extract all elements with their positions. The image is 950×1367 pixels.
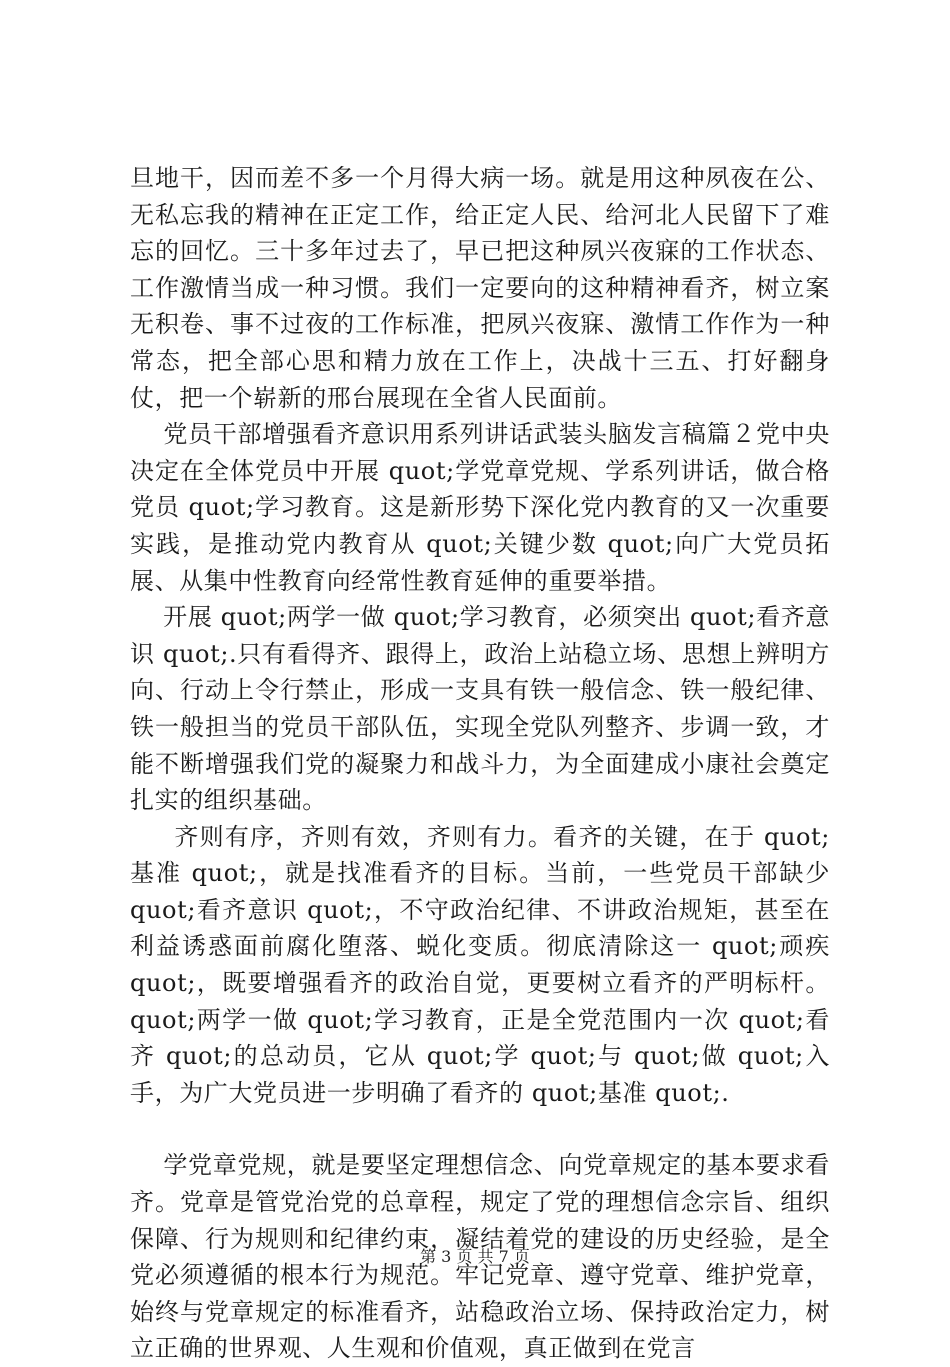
paragraph-5: 学党章党规，就是要坚定理想信念、向党章规定的基本要求看齐。党章是管党治党的总章程，规定了党的理想信念宗旨、组织保障、行为规则和纪律约束，凝结着党的建设的历史经验，是全党必须遵循的根本行为规范。牢记党章、遵守党章、维护党章，始终与党章规定的标准看齐，站稳政治立场、保持政治定力，树立正确的世界观、人生观和价值观，真正做到在党言 bbox=[130, 1151, 831, 1363]
paragraph-3: 开展 quot;两学一做 quot;学习教育，必须突出 quot;看齐意识 quot;.只有看得齐、跟得上，政治上站稳立场、思想上辨明方向、行动上令行禁止，形成一支具有铁一般信念、铁一般纪律、铁一般担当的党员干部队伍，实现全党队列整齐、步调一致，才能不断增强我们党的凝聚力和战斗力，为全面建成小康社会奠定扎实的组织基础。 bbox=[130, 603, 830, 815]
paragraph-1: 旦地干，因而差不多一个月得大病一场。就是用这种夙夜在公、无私忘我的精神在正定工作，给正定人民、给河北人民留下了难忘的回忆。三十多年过去了，早已把这种夙兴夜寐的工作状态、工作激情当成一种习惯。我们一定要向的这种精神看齐，树立案无积卷、事不过夜的工作标准，把夙兴夜寐、激情工作作为一种常态，把全部心思和精力放在工作上，决战十三五、打好翻身仗，把一个崭新的邢台展现在全省人民面前。 bbox=[130, 164, 830, 412]
page-number-footer: 第 3 页 共 7 页 bbox=[420, 1247, 530, 1266]
paragraph-2: 党员干部增强看齐意识用系列讲话武装头脑发言稿篇２党中央决定在全体党员中开展 quot;学党章党规、学系列讲话，做合格党员 quot;学习教育。这是新形势下深化党内教育的又一次重要实践，是推动党内教育从 quot;关键少数 quot;向广大党员拓展、从集中性教育向经常性教育延伸的重要举措。 bbox=[130, 420, 831, 595]
paragraph-4: 齐则有序，齐则有效，齐则有力。看齐的关键，在于 quot;基准 quot;，就是找准看齐的目标。当前，一些党员干部缺少 quot;看齐意识 quot;，不守政治纪律、不讲政治规矩，甚至在利益诱惑面前腐化堕落、蜕化变质。彻底清除这一 quot;顽疾 quot;，既要增强看齐的政治自觉，更要树立看齐的严明标杆。quot;两学一做 quot;学习教育，正是全党范围内一次 quot;看齐 quot;的总动员，它从 quot;学 quot;与 quot;做 quot;入手，为广大党员进一步明确了看齐的 quot;基准 quot;. bbox=[130, 822, 839, 1107]
document-body bbox=[130, 160, 839, 1367]
